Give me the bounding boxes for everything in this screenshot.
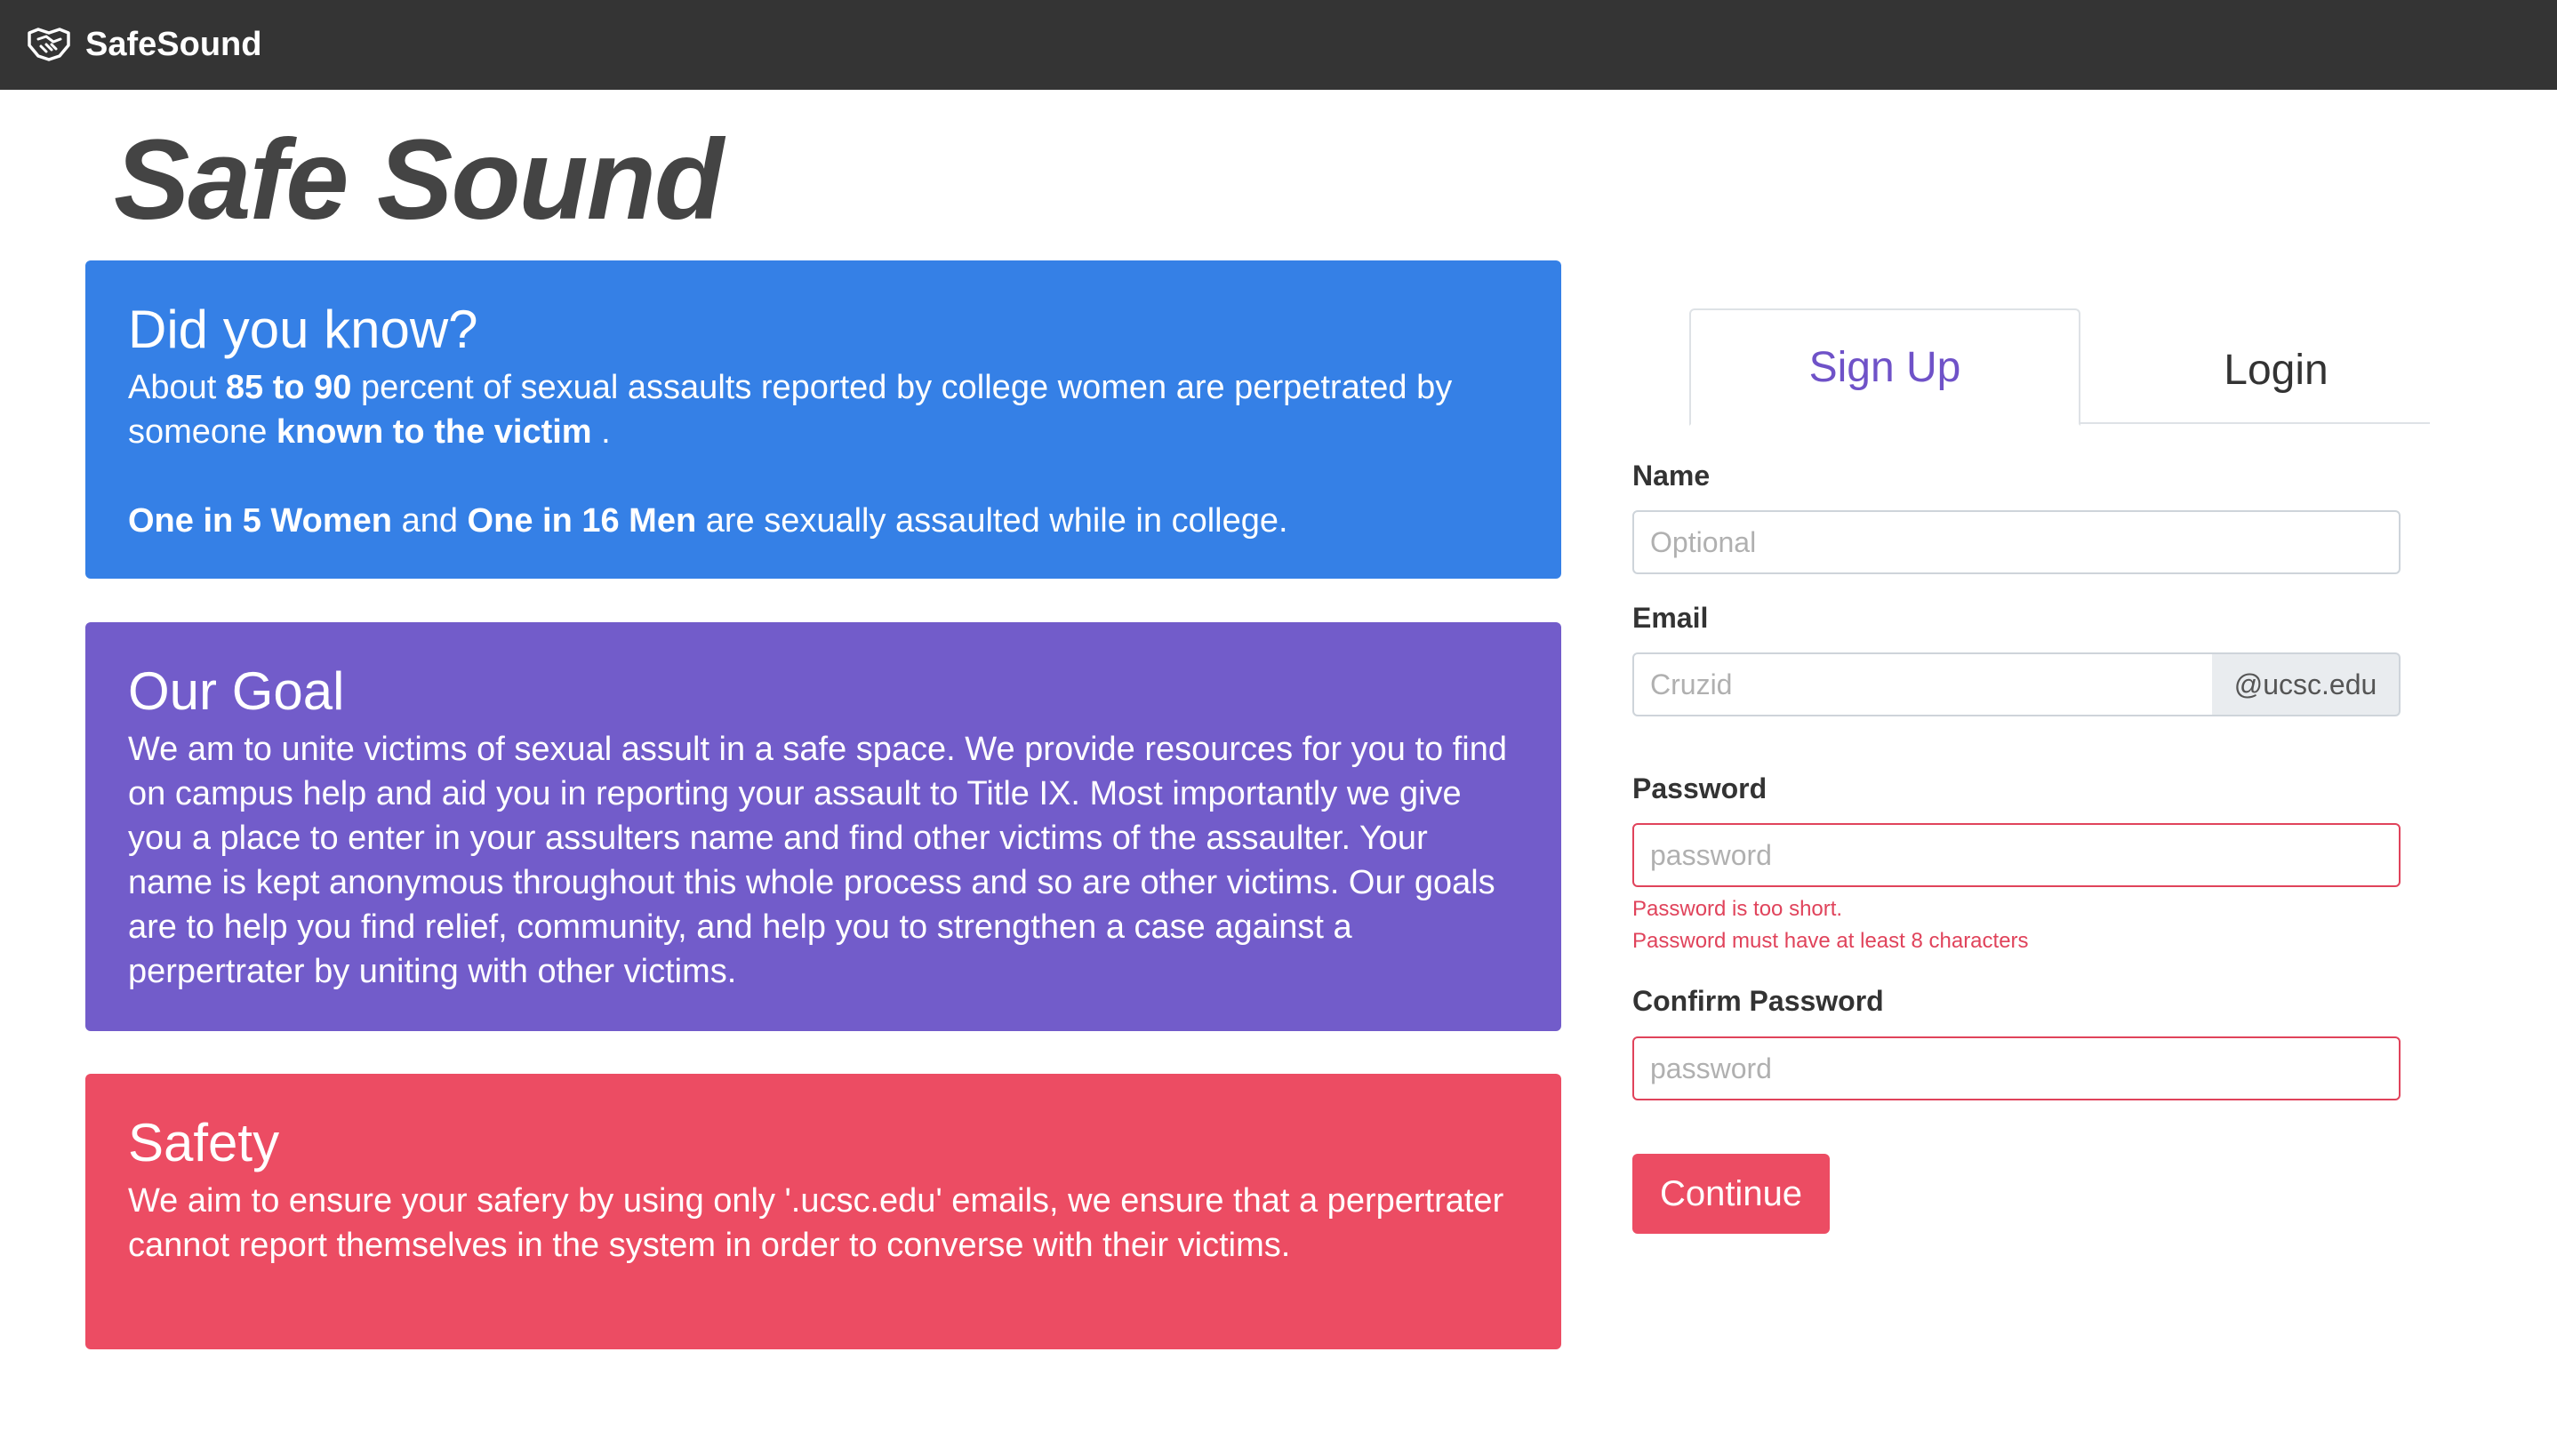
did-you-know-card: [85, 260, 1561, 579]
text-span: About: [128, 369, 226, 406]
stat-bold: known to the victim: [276, 413, 592, 451]
email-input[interactable]: [1632, 652, 2214, 716]
tab-sign-up[interactable]: Sign Up: [1689, 308, 2080, 426]
tab-login[interactable]: Login: [2224, 346, 2329, 394]
did-you-know-title: Did you know?: [128, 300, 478, 359]
did-you-know-text-1: [128, 365, 1519, 454]
continue-button[interactable]: Continue: [1632, 1154, 1830, 1234]
stat-bold: One in 16 Men: [467, 502, 697, 540]
text-span: .: [591, 413, 611, 451]
stat-bold: 85 to 90: [225, 369, 352, 406]
our-goal-card: [85, 622, 1561, 1031]
text-span: and: [392, 502, 468, 540]
password-label: Password: [1632, 772, 1767, 804]
confirm-password-label: Confirm Password: [1632, 985, 1884, 1017]
text-span: percent of sexual assaults reported by college women are perpetrated by someone: [128, 369, 1453, 451]
safety-title: Safety: [128, 1113, 280, 1172]
email-label: Email: [1632, 602, 1709, 634]
auth-tabs: [1689, 308, 2430, 424]
password-input[interactable]: [1632, 823, 2401, 887]
safety-card: [85, 1074, 1561, 1349]
our-goal-text: We am to unite victims of sexual assult in a safe space. We provide resources for you to find on campus help and aid you in reporting your assault to Title IX. Most importantly we give you a place to enter in your assulters name and find other victims of the assaulter. Your name is kept anonymous throughout this whole process and so are other victims. Our goals are to help you find relief, community, and help you to strengthen a case against a perpertrater by uniting with other victims.: [128, 731, 1507, 990]
stat-bold: One in 5 Women: [128, 502, 393, 540]
name-label: Name: [1632, 460, 1711, 492]
brand-name[interactable]: SafeSound: [85, 26, 262, 63]
text-span: are sexually assaulted while in college.: [696, 502, 1288, 540]
handshake-icon[interactable]: [27, 26, 71, 61]
navbar: [0, 0, 2557, 90]
our-goal-title: Our Goal: [128, 661, 345, 721]
page-title: Safe Sound: [114, 116, 723, 244]
safety-text: We aim to ensure your safery by using only '.ucsc.edu' emails, we ensure that a perpertrater cannot report themselves in the system in order to converse with their victims.: [128, 1182, 1504, 1264]
password-error-min-length: Password must have at least 8 characters: [1632, 929, 2029, 953]
email-domain-suffix: @ucsc.edu: [2212, 652, 2401, 716]
name-input[interactable]: [1632, 510, 2401, 574]
password-error-too-short: Password is too short.: [1632, 897, 1843, 921]
did-you-know-text-2: [128, 499, 1519, 543]
confirm-password-input[interactable]: [1632, 1036, 2401, 1100]
